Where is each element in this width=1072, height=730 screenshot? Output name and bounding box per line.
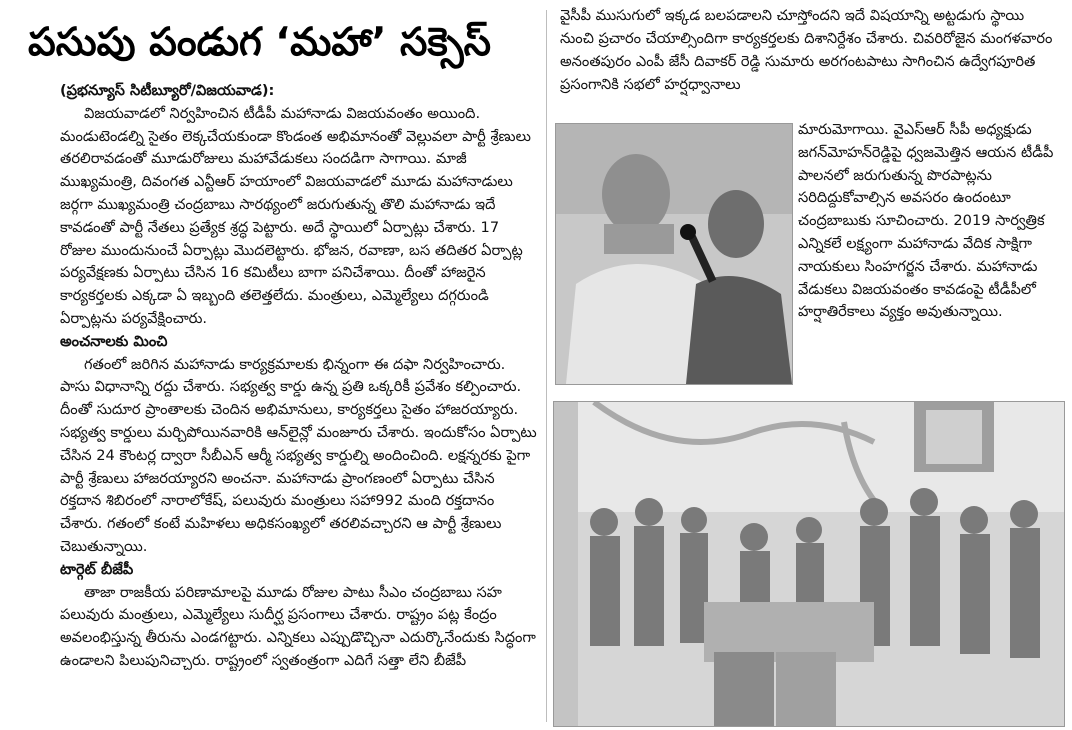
article-paragraph: మారుమోగాయి. వైఎస్ఆర్ సీపీ అధ్యక్షుడు జగన్‌మోహన్‌రెడ్డిపై ధ్వజమెత్తిన ఆయన టీడీపీ పాలనలో జరుగుతున్న పొరపాట్లను సరిదిద్దుకోవాల్సిన అవసరం ఉందంటూ చంద్రబాబుకు సూచించారు. 2019 సార్వత్రిక ఎన్నికలే లక్ష్యంగా మహానాడు వేదిక సాక్షిగా నాయకులు సింహగర్జన చేశారు. మహానాడు వేడుకలు విజయవంతం కావడంపై టీడీపీలో హర్షాతిరేకాలు వ్యక్తం అవుతున్నాయి. (798, 121, 1054, 321)
article-paragraph: గతంలో జరిగిన మహానాడు కార్యక్రమాలకు భిన్నంగా ఈ దఫా నిర్వహించారు. పాసు విధానాన్ని రద్దు చేశారు. సభ్యత్వ కార్డు ఉన్న ప్రతి ఒక్కరికీ ప్రవేశం కల్పించారు. దీంతో సుదూర ప్రాంతాలకు చెందిన అభిమానులు, కార్యకర్తలు సైతం హాజరయ్యారు. సభ్యత్వ కార్డులు మర్చిపోయినవారికి ఆన్‌లైన్లో మంజూరు చేశారు. ఇందుకోసం ఏర్పాటు చేసిన 24 కౌంటర్ల ద్వారా సీబీఎన్ ఆర్మీ సభ్యత్వ కార్డుల్ని అందించింది. లక్షన్నరకు పైగా పార్టీ శ్రేణులు హాజరయ్యారని అంచనా. మహానాడు ప్రాంగణంలో ఏర్పాటు చేసిన రక్తదాన శిబిరంలో నారాలోకేష్, పలువురు మంత్రులు సహా992 మంది రక్తదానం చేశారు. గతంలో కంటే మహిళలు అధికసంఖ్యలో తరలివచ్చారని ఆ పార్టీ శ్రేణులు చెబుతున్నాయి. (60, 355, 537, 555)
stage-crowd-photo (553, 401, 1065, 727)
subheading-target-bjp: టార్గెట్ బీజేపీ (60, 560, 134, 578)
subheading-beyond-expectations: అంచనాలకు మించి (60, 332, 168, 350)
right-column-wrap (798, 119, 1060, 324)
article-paragraph: విజయవాడలో నిర్వహించిన టీడీపీ మహానాడు విజయవంతం అయింది. మండుటెండల్ని సైతం లెక్కచేయకుండా కొండంత అభిమానంతో వెల్లువలా పార్టీ శ్రేణులు తరలిరావడంతో మూడురోజులు మహావేడుకలు సందడిగా సాగాయి. మాజీ ముఖ్యమంత్రి, దివంగత ఎన్టీఆర్ హయాంలో విజయవాడలో మూడు మహానాడులు జర్గగా ముఖ్యమంత్రి చంద్రబాబు సారథ్యంలో జరుగుతున్న తొలి మహానాడు ఇదే కావడంతో పార్టీ నేతలు ప్రత్యేక శ్రద్ధ పెట్టారు. అదే స్థాయిలో ఏర్పాట్లు చేశారు. 17 రోజుల ముందునుంచే ఏర్పాట్లు మొదలెట్టారు. భోజన, రవాణా, బస తదితర ఏర్పాట్ల పర్యవేక్షణకు ఏర్పాటు చేసిన 16 కమిటీలు బాగా పనిచేశాయి. దీంతో హాజరైన కార్యకర్తలకు ఎక్కడా ఏ ఇబ్బంది తలెత్తలేదు. మంత్రులు, ఎమ్మెల్యేలు దగ్గరుండి ఏర్పాట్లను పర్యవేక్షించారు. (60, 104, 531, 327)
article-paragraph: తాజా రాజకీయ పరిణామాలపై మూడు రోజుల పాటు సీఎం చంద్రబాబు సహ పలువురు మంత్రులు, ఎమ్మెల్యేలు సుదీర్ఘ ప్రసంగాలు చేశారు. రాష్ట్రం పట్ల కేంద్రం అవలంభిస్తున్న తీరును ఎండగట్టారు. ఎన్నికలు ఎప్పుడొచ్చినా ఎదుర్కొనేందుకు సిద్ధంగా ఉండాలని పిలుపునిచ్చారు. రాష్ట్రంలో స్వతంత్రంగా ఎదిగే సత్తా లేని బీజేపీ (60, 583, 536, 669)
speaker-photo (555, 123, 793, 385)
left-column (60, 80, 538, 673)
headline: పసుపు పండుగ ‘మహా’ సక్సెస్ (28, 20, 491, 65)
right-column-top (560, 4, 1060, 96)
article-paragraph: వైసీపీ ముసుగులో ఇక్కడ బలపడాలని చూస్తోందని ఇదే విషయాన్ని అట్టడుగు స్థాయి నుంచి ప్రచారం చేయాల్సిందిగా కార్యకర్తలకు దిశానిర్దేశం చేశారు. చివరిరోజైన మంగళవారం అనంతపురం ఎంపీ జేసీ దివాకర్ రెడ్డి సుమారు అరగంటపాటు సాగించిన ఉద్వేగపూరిత ప్రసంగానికి సభలో హర్షధ్వానాలు (560, 7, 1053, 93)
column-divider (546, 10, 547, 722)
byline: (ప్రభన్యూస్ సిటీబ్యూరో/విజయవాడ): (60, 82, 275, 99)
